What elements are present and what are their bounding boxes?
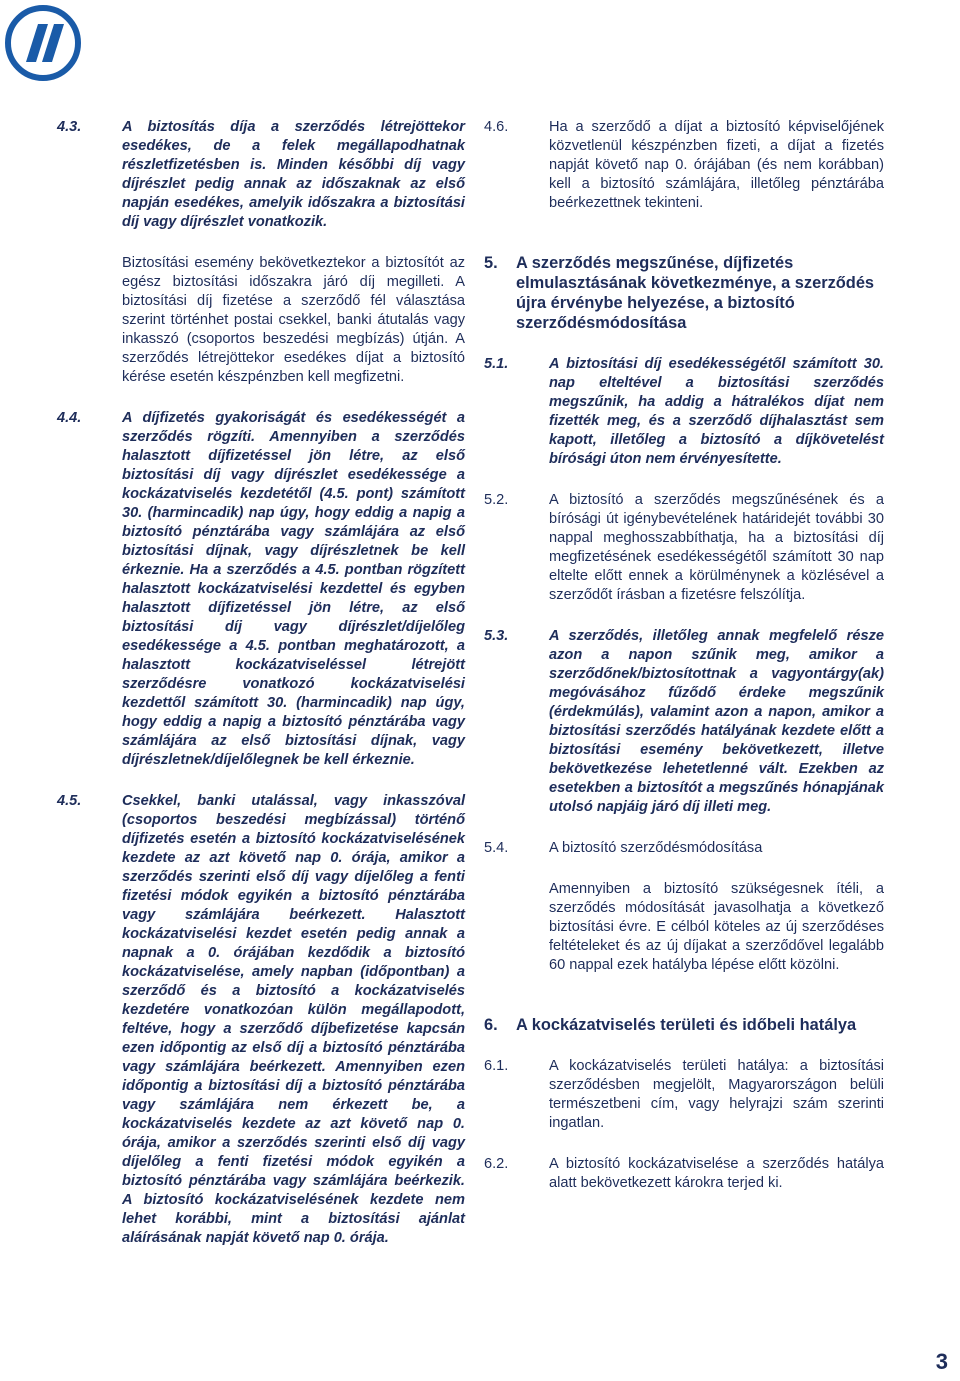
heading-5: [484, 253, 884, 333]
page-number: 3: [935, 1349, 948, 1374]
section-text: A díjfizetés gyakoriságát és esedékességét a szerződés rögzíti. Amennyiben a szerződés halasztott díjfizetéssel jön létre, az első biztosítási díj vagy díjrészlet esedékessége a kockázatviselés kezdetétől (4.5. pont) számított 30. (harmincadik) nap úgy, hogy eddig a napig a biztosító pénztárába vagy számlájára az első biztosítási díjnak, vagy díjrészletnek be kell érkeznie. Ha a szerződés a 4.5. pontban rögzített halasztott kockázatviselési kezdettel és egyben halasztott díjfizetéssel jön létre, az első biztosítási díj vagy díjrészlet/díjelőleg esedékessége a 4.5. pontban meghatározott, a halasztott kockázatviseléssel létrejött szerződésre vonatkozó kockázatviselési kezdettől számított 30. (harmincadik) nap úgy, hogy eddig a napig a biztosító pénztárába vagy számlájára az első biztosítási díjnak, vagy díjrészletnek/díjelőlegnek be kell érkeznie.: [122, 410, 465, 768]
section-5-4-body: [484, 880, 884, 975]
section-text: Amennyiben a biztosító szükségesnek ítéli, a szerződés módosítását javasolhatja a következő biztosítási évre. E célból köteles az új szerződéses feltételeket és az új díjakat a szerződővel legalább 60 nappal ezek hatályba lépése előtt közölni.: [549, 881, 884, 973]
section-6-1: [484, 1057, 884, 1133]
section-number: 4.6.: [484, 119, 509, 135]
section-number: 5.4.: [484, 840, 509, 856]
right-column: [484, 118, 884, 1193]
company-logo-icon: [4, 4, 82, 82]
heading-number: 5.: [484, 254, 498, 272]
section-4-4: [57, 409, 465, 770]
section-text: A biztosítás díja a szerződés létrejöttekor esedékes, de a felek megállapodhatnak részletfizetésben is. Minden későbbi díj vagy díjrészlet pedig annak az időszaknak az első napján esedékes, amelyik időszakra a biztosítási díj vagy díjrészlet vonatkozik.: [122, 119, 465, 230]
section-text: A biztosítási díj esedékességétől számított 30. nap elteltével a biztosítási szerződés megszűnik, ha addig a hátralékos díjat nem fizették meg, és a szerződő díjhalasztást sem kapott, illetőleg a biztosító a díjkövetelést bírósági úton nem érvényesítette.: [549, 356, 884, 467]
section-text: A biztosító kockázatviselése a szerződés hatálya alatt bekövetkezett károkra terjed ki.: [549, 1156, 884, 1191]
section-number: 4.4.: [57, 410, 82, 426]
section-6-2: [484, 1155, 884, 1193]
section-text: A biztosító szerződésmódosítása: [549, 840, 763, 856]
heading-6: [484, 1015, 884, 1035]
section-text: Csekkel, banki utalással, vagy inkasszóval (csoportos beszedési megbízással) történő díjfizetés esetén a biztosító kockázatviselésének kezdete az azt követő nap 0. órája, amikor a szerződés szerinti első díj vagy díjelőleg a fenti fizetési módok egyikén a biztosító pénztárába vagy számlájára beérkezett. Halasztott kockázatviselési kezdet esetén pedig annak a napnak a 0. órájában kezdődik a biztosító kockázatviselése, amely napban (időpontban) a szerződő és a biztosító a kockázatviselés kezdetére vonatkozóan külön megállapodott, feltéve, hogy a szerződő díjbefizetése kapcsán ezen időpontig az első díj a biztosító pénztárába vagy számlájára beérkezett. Amennyiben ezen időpontig a biztosítási díj a biztosító pénztárába vagy számlájára nem érkezett be, a kockázatviselés kezdete az azt követő nap 0. órája, amikor a szerződés szerinti első díj vagy díjelőleg a fenti fizetési módok egyikén a biztosító pénztárába vagy számlájára beérkezik. A biztosító kockázatviselésének kezdete nem lehet korábbi, mint a biztosítási ajánlat aláírásának napját követő nap 0. órája.: [122, 793, 465, 1246]
section-number: 6.2.: [484, 1156, 509, 1172]
section-number: 5.2.: [484, 492, 509, 508]
section-5-2: [484, 491, 884, 605]
section-number: 5.1.: [484, 356, 509, 372]
section-5-1: [484, 355, 884, 469]
heading-number: 6.: [484, 1016, 498, 1034]
section-text: Biztosítási esemény bekövetkeztekor a biztosítót az egész biztosítási időszakra járó díj megilleti. A biztosítási díj fizetése a szerződő fél választása szerint történhet postai csekkel, banki átutalás vagy inkasszó (csoportos beszedési megbízás) útján. A szerződés létrejöttekor esedékes díjat a biztosító kérése esetén készpénzben kell megfizetni.: [122, 255, 465, 385]
section-number: 4.3.: [57, 119, 82, 135]
section-4-5: [57, 792, 465, 1248]
section-4-6: [484, 118, 884, 213]
section-text: Ha a szerződő a díjat a biztosító képviselőjének közvetlenül készpénzben fizeti, a díjat a fizetés napját követő nap 0. órájában (és nem korábban) kell a biztosító számlájára, illetőleg pénztárába beérkezettnek tekinteni.: [549, 119, 884, 211]
section-number: 5.3.: [484, 628, 509, 644]
section-text: A biztosító a szerződés megszűnésének és a bírósági út igénybevételének határidejét további 30 nappal meghosszabbíthatja, ha a biztosítási díj megfizetésének esedékességétől számított 30 nap eltelte előtt ennek a körülménynek a közlésével a szerződőt írásban a fizetésre felszólítja.: [549, 492, 884, 603]
left-column: [57, 118, 465, 1248]
section-5-4: [484, 839, 884, 858]
section-4-3: [57, 118, 465, 232]
heading-text: A szerződés megszűnése, díjfizetés elmulasztásának következménye, a szerződés újra érvénybe helyezése, a biztosító szerződésmódosítása: [516, 254, 875, 332]
section-5-3: [484, 627, 884, 817]
heading-text: A kockázatviselés területi és időbeli hatálya: [516, 1016, 857, 1034]
section-text: A szerződés, illetőleg annak megfelelő része azon a napon szűnik meg, amikor a szerződőnek/biztosítottnak a vagyontárgy(ak) megóvásához fűződő érdeke megszűnik (érdekmúlás), valamint azon a napon, amikor a biztosítási szerződés hatályának kezdete előtt a biztosítási esemény bekövetkezett, illetve bekövetkezése lehetetlenné vált. Ezekben az esetekben a biztosítót a megszűnés hónapjának utolsó napjáig járó díj illeti meg.: [549, 628, 884, 815]
section-number: 4.5.: [57, 793, 82, 809]
section-number: 6.1.: [484, 1058, 509, 1074]
section-text: A kockázatviselés területi hatálya: a biztosítási szerződésben megjelölt, Magyarországon belüli természetbeni cím, vagy helyrajzi szám szerinti ingatlan.: [549, 1058, 884, 1131]
section-4-3-continued: [57, 254, 465, 387]
